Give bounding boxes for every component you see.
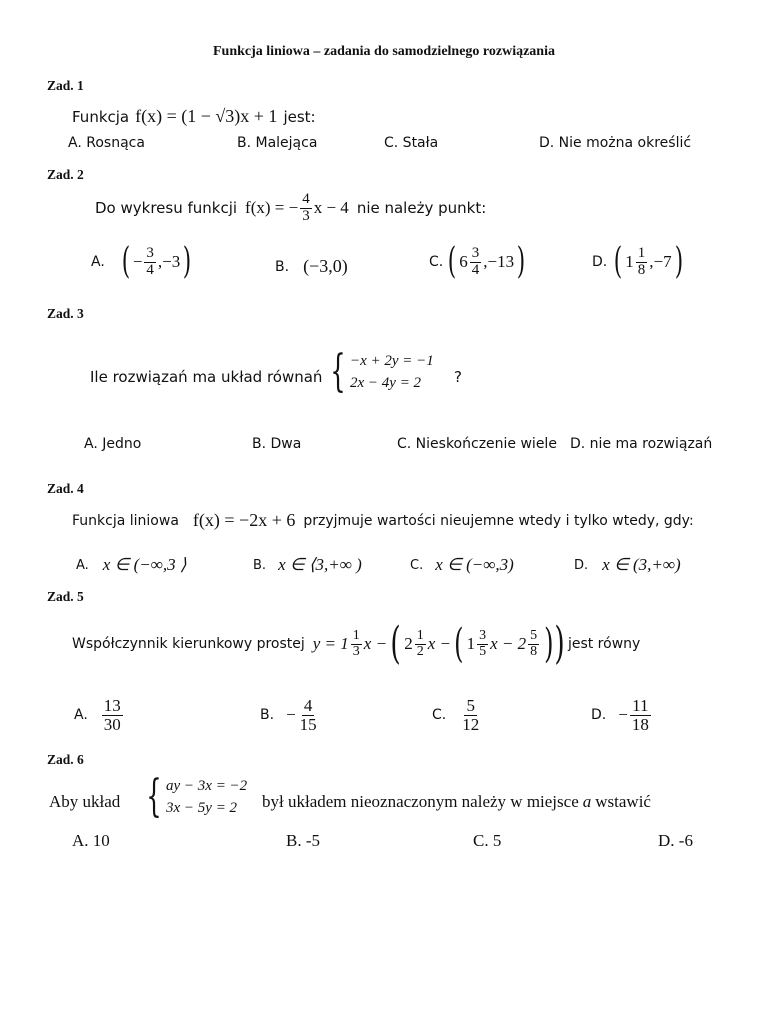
task-1-answer-b[interactable]: B. Malejąca — [237, 135, 318, 151]
task-3-answer-d[interactable]: D. nie ma rozwiązań — [570, 436, 713, 452]
task-2-intro: Do wykresu funkcji — [95, 199, 238, 218]
task-6-equation-2: 3x − 5y = 2 — [166, 800, 238, 816]
task-6-answer-b[interactable]: B. -5 — [286, 831, 320, 850]
task-6-answer-d[interactable]: D. -6 — [658, 831, 693, 850]
task-5-tail: jest równy — [567, 636, 641, 652]
task-5-answer-a[interactable]: A. $\frac{13}{30}$ — [74, 696, 121, 734]
task-4-answer-a[interactable]: A. x ∈ (−∞,3 ⟩ — [76, 555, 187, 574]
task-1-answer-d[interactable]: D. Nie można określić — [539, 135, 692, 151]
task-5-label: Zad. 5 — [47, 589, 84, 604]
task-6-tail: był układem nieoznaczonym należy w miejsce a wstawić — [262, 792, 651, 811]
task-4-question — [72, 510, 694, 531]
task-1-question — [72, 106, 316, 127]
task-2-label: Zad. 2 — [47, 167, 84, 182]
task-3-intro: Ile rozwiązań ma układ równań — [90, 368, 323, 386]
task-1-answer-a[interactable]: A. Rosnąca — [68, 135, 145, 151]
task-3-tail: ? — [454, 368, 462, 386]
task-4-answer-b[interactable]: B. x ∈ ⟨3,+∞ ) — [253, 555, 362, 574]
task-5-intro: Współczynnik kierunkowy prostej — [72, 636, 305, 652]
task-2-answer-a[interactable]: A. ( − $\frac{3}{4}$ ,−3 ) — [91, 241, 192, 282]
task-6-equation-1: ay − 3x = −2 — [166, 778, 248, 794]
task-6-label: Zad. 6 — [47, 752, 84, 767]
task-2-answer-b[interactable]: B. (−3,0) — [275, 256, 348, 276]
task-6-intro: Aby układ — [49, 792, 121, 811]
task-1-answer-c[interactable]: C. Stała — [384, 135, 439, 151]
task-3-answer-c[interactable]: C. Nieskończenie wiele — [397, 436, 557, 452]
task-1-intro: Funkcja — [72, 107, 130, 126]
task-5-answer-c[interactable]: C. $\frac{5}{12}$ — [432, 696, 480, 734]
task-5-answer-d[interactable]: D. − $\frac{11}{18}$ — [591, 696, 649, 734]
task-2-question — [95, 192, 486, 225]
task-2-function-lhs: f(x) = − — [245, 198, 299, 218]
task-2-answer-d[interactable]: D. ( 1 $\frac{1}{8}$ ,−7 ) — [592, 241, 683, 282]
task-4-answer-c[interactable]: C. x ∈ (−∞,3) — [410, 555, 514, 574]
task-3-equation-system: { −x + 2y = −1 2x − 4y = 2 — [330, 346, 434, 397]
page-title: Funkcja liniowa – zadania do samodzielnego rozwiązania — [213, 44, 555, 59]
task-4-label: Zad. 4 — [47, 481, 84, 496]
task-4-intro: Funkcja liniowa — [72, 512, 179, 529]
task-6-answer-a[interactable]: A. 10 — [72, 831, 110, 850]
task-1-function: f(x) = (1 − √3)x + 1 — [135, 106, 278, 126]
task-5-question: Współczynnik kierunkowy prostej y = 1 $\frac{1}{3}$ x − ( 2 $\frac{1}{2}$ x − ( 1 $\frac{3}{5}$ x − 2 $\frac{5}{8}$ ) ) jest równy — [72, 618, 641, 669]
task-2-function-rhs: x − 4 — [313, 198, 349, 218]
task-2-function-fraction: $\frac{4}{3}$ — [302, 191, 310, 224]
task-6-answer-c[interactable]: C. 5 — [473, 831, 502, 850]
task-2-answer-c[interactable]: C. ( 6 $\frac{3}{4}$ ,−13 ) — [429, 241, 526, 282]
task-4-function: f(x) = −2x + 6 — [192, 510, 296, 530]
task-2-tail: nie należy punkt: — [356, 199, 487, 218]
task-6-equation-system: { ay − 3x = −2 3x − 5y = 2 — [146, 771, 248, 822]
task-3-equation-2: 2x − 4y = 2 — [350, 375, 422, 391]
task-5-answer-b[interactable]: B. − $\frac{4}{15}$ — [260, 696, 317, 734]
task-3-answer-b[interactable]: B. Dwa — [252, 436, 302, 452]
task-4-tail: przyjmuje wartości nieujemne wtedy i tylko wtedy, gdy: — [303, 512, 694, 529]
task-1-tail: jest: — [283, 107, 316, 126]
task-3-answer-a[interactable]: A. Jedno — [84, 436, 142, 452]
task-3-equation-1: −x + 2y = −1 — [350, 353, 434, 369]
task-1-label: Zad. 1 — [47, 78, 84, 93]
task-3-label: Zad. 3 — [47, 306, 84, 321]
task-4-answer-d[interactable]: D. x ∈ (3,+∞) — [574, 555, 681, 574]
